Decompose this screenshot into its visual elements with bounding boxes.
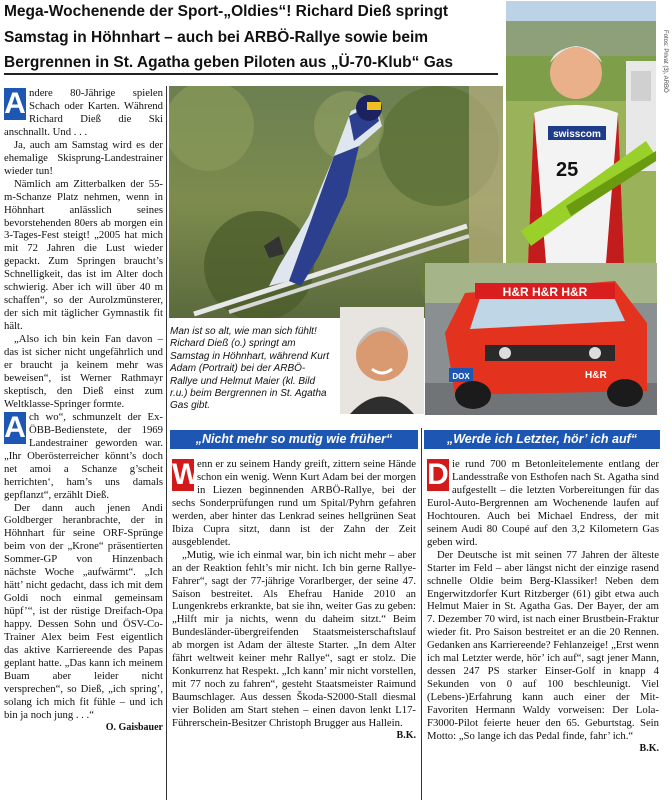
car-plate-text: DOX (452, 372, 470, 381)
dies-portrait-photo (506, 1, 656, 263)
photo-credit: Fotos: Privat (3), ARBÖ (662, 30, 668, 93)
author-signature: B.K. (639, 742, 659, 754)
subheadline-maier: „Werde ich Letzter, hör’ ich auf“ (424, 430, 660, 449)
race-car-photo (425, 263, 657, 415)
headline-rule (4, 73, 498, 75)
column-adam-article (172, 458, 416, 800)
bib-sponsor-text: swisscom (553, 129, 601, 140)
drop-cap: D (427, 458, 449, 491)
article-paragraph: Nämlich am Zitterbalken der 55-m-Schanze Platz nehmen, wenn in Höhnhart anlässlich seines bevorstehenden 80ers ab morgen ein 3-Tages-Fest steigt! „2005 hat mich mit 72 Jahren die Lust wieder gepackt. Zum Springen braucht’s Schnelligkeit, das ist im Alter doch schwierig. Aber ich will über 40 m schaffen“, so der Aurolzmünsterer, der sich mit täglicher Gymnastik fit hält. (4, 177, 163, 333)
car-banner-text: H&R H&R H&R (502, 285, 588, 299)
adam-portrait-photo (340, 307, 424, 414)
column-divider (421, 428, 422, 800)
headline-line-3: Bergrennen in St. Agatha geben Piloten aus „Ü-70-Klub“ Gas (4, 51, 498, 77)
article-paragraph: ndere 80-Jährige spielen Schach oder Karten. Während Richard Dieß die Ski anschnallt. Und . . . (4, 87, 163, 138)
drop-cap: W (172, 458, 201, 491)
photo-caption: Man ist so alt, wie man sich fühlt! Richard Dieß (o.) springt am Samstag in Höhnhart, während Kurt Adam (Portrait) bei der ARBÖ-Rallye und Helmut Maier (kl. Bild r.u.) beim Bergrennen in St. Agatha Gas gibt. (170, 326, 329, 412)
column-dies-article (4, 87, 163, 799)
author-signature: B.K. (396, 730, 416, 742)
article-paragraph: enn er zu seinem Handy greift, zittern seine Hände schon ein wenig. Wenn Kurt Adam bei der morgen in Liezen beginnenden ARBÖ-Rallye, bei der sechs Sonderprüfungen rund um Spital/Pyhrn gefahren werden, aber hinter das Lenkrad seines hellgrünen Seat Ibiza Cupra sitzt, dann ist der Zahn der Zeit ausgeblendet. (172, 458, 416, 548)
drop-cap: A (4, 410, 26, 444)
column-maier-article (427, 458, 659, 800)
bib-number-text: 25 (556, 159, 579, 181)
article-paragraph: Der Deutsche ist mit seinen 77 Jahren der älteste Starter im Feld – aber längst nicht der einzige rasend schnelle Oldie beim Berg-Klassiker! Neben dem Engerwitzdorfer Kurt Ritzberger (61) gibt etwa auch Helmut Maier in St. Agatha Gas. Der Bayer, der am 7. Dezember 70 wird, ist nach einer Brustbein-Fraktur wieder fit. Pro Saison bestreitet er an die 20 Rennen. Gedanken ans Karriereende? Fehlanzeige! „Erst wenn ich mal Letzter werde, hör’ ich auf“, sagt jener Mann, dessen 247 PS starker Einser-Golf in knapp 4 Sekunden von 0 auf 100 beschleunigt. Viel (Lebens-)Erfahrung kann auch einer der Mit-Favoriten Hermann Waldy vorweisen: Der Lola-F3000-Pilot feierte heuer den 65. Geburtstag. Sein Motto: „So lange ich das Pedal finde, fahr’ ich.“ (427, 548, 659, 743)
headline (4, 0, 498, 77)
article-paragraph: ie rund 700 m Betonleitelemente entlang der Landesstraße von Esthofen nach St. Agatha sind aufgestellt – die letzten Vorbereitungen für das Eurol-Auto-Bergrennen am Wochenende laufen auf Hochtouren. Auch bei Michael Endress, der mit seinem Audi 80 Coupé auf den 3,2 Kilometern Gas geben wird. (427, 458, 659, 548)
article-paragraph: „Mutig, wie ich einmal war, bin ich nicht mehr – aber an der Reaktion fehlt’s mir nicht. Ich bin gerne Rallye-Fahrer“, sagt der 77-jährige Vorarlberger, der seine 47. Saison bestreitet. Als Ehefrau Hanide 2010 an Lungenkrebs erkrankte, bat sie ihn, weiter Gas zu geben: „Hilft mir ja nichts, wenn du daheim sitzt.“ Beim Bundesländer-übergreifenden Staatsmeisterschaftslauf ab morgen ist Adam der älteste Starter. „In dem Alter fährt weltweit keiner mehr Rallye“, sagt er stolz. Die Konkurrenz hat Respekt. „Ich kann’ mir nicht vorstellen, mit 77 noch zu fahren“, gesteht Staatsmeister Raimund Baumschlager. Aus dessen Škoda-S2000-Stall diesmal vier Boliden am Start stehen – einen davon lenkt L17-Führerschein-Besitzer Christoph Brugger aus Hallein. (172, 548, 416, 730)
car-door-text: H&R (585, 370, 607, 381)
article-paragraph: Ja, auch am Samstag wird es der ehemalige Skisprung-Landestrainer wieder tun! (4, 138, 163, 177)
article-paragraph: Der dann auch jenen Andi Goldberger heranbrachte, der in Höhnhart für seine ORF-Sprünge beim von der „Krone“ präsentierten Sommer-GP von Hinzenbach nächste Woche „aufwärmt“. „Ich hätt’ nicht gedacht, dass ich mit dem Goldi noch einmal gemeinsam hüpf’“, ist der rüstige Dreifach-Opa happy. Dessen Sohn und ÖSV-Co-Trainer Alex beim Fest eigentlich das aktive Karriereende des Papas geplant hatte. „Das kann ich meinem Buam aber leider nicht versprechen“, so Dieß, „ich spring’, solang ich mich fit fühle – und ich bin ja noch jung . . .“ (4, 501, 163, 721)
author-signature: O. Gaisbauer (105, 721, 163, 733)
article-paragraph: ch wo“, schmunzelt der Ex-ÖBB-Bedienstete, der 1969 Landestrainer geworden war. „Ihr Oberösterreicher könnt’s doch net amoi a Schanze g’scheit herrichten‘, ham’s uns damals gepflanzt“, erzählt Dieß. (4, 410, 163, 501)
column-divider (166, 86, 167, 800)
headline-line-1: Mega-Wochenende der Sport-„Oldies“! Richard Dieß springt (4, 0, 498, 26)
drop-cap: A (4, 87, 26, 120)
subheadline-adam: „Nicht mehr so mutig wie früher“ (170, 430, 418, 449)
article-paragraph: „Also ich bin kein Fan davon – das ist sicher nicht ungefährlich und er braucht ja keinem mehr was beweisen“, ist Werner Rathmayr skeptisch, den Dieß einst zum Weltklasse-Springer formte. (4, 333, 163, 410)
headline-line-2: Samstag in Höhnhart – auch bei ARBÖ-Rallye sowie beim (4, 26, 498, 52)
